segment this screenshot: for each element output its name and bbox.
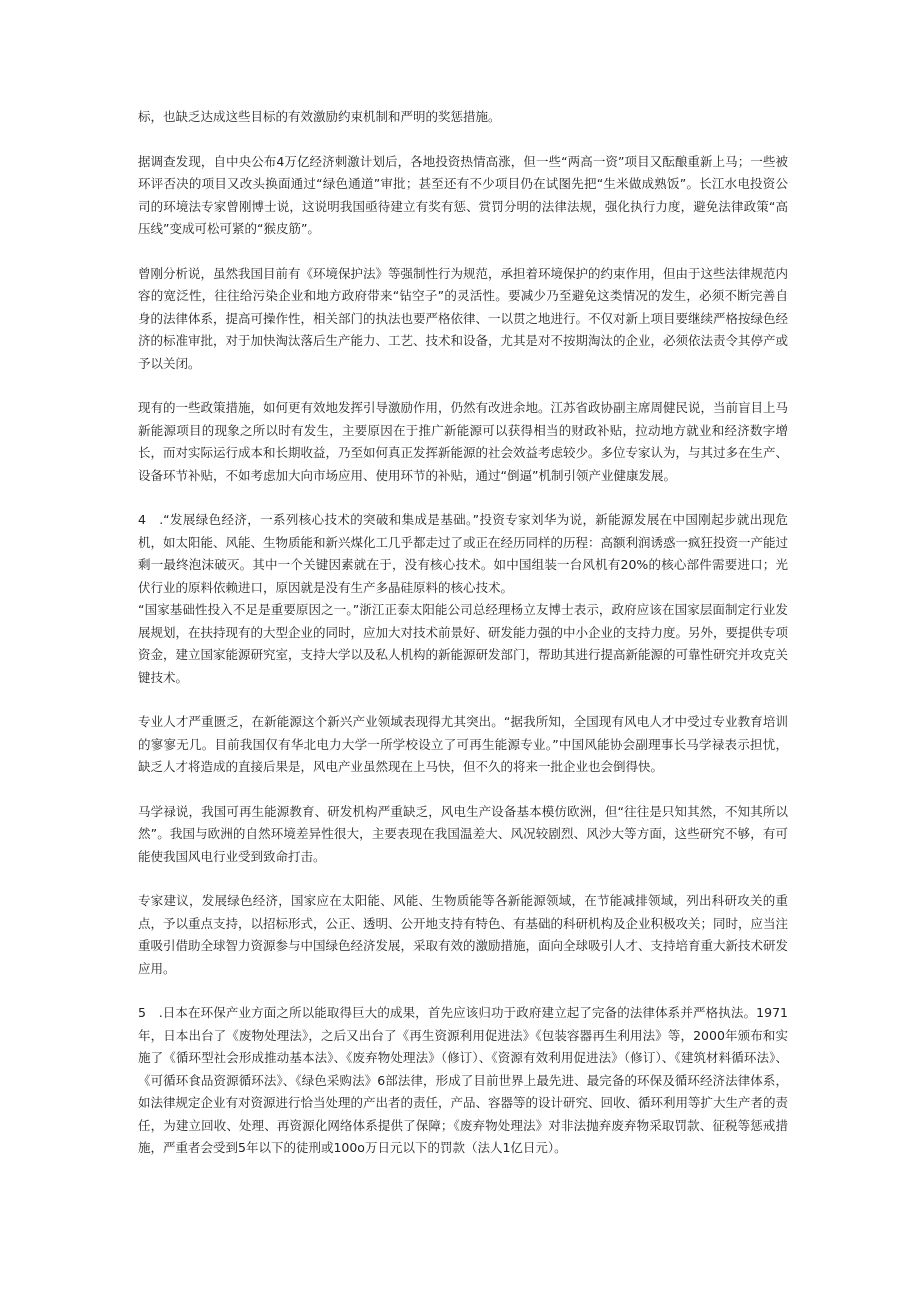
paragraph-japan-laws: 5 .日本在环保产业方面之所以能取得巨大的成果，首先应该归功于政府建立起了完备的法律体系并严格执法。1971年，日本出台了《废物处理法》，之后又出台了《再生资源利用促进法》《包装容器再生利用法》等，2000年颁布和实施了《循环型社会形成推动基本法》、《废弃物处理法》（修订）、《资源有效利用促进法》（修订）、《建筑材料循环法》、《可循环食品资源循环法》、《绿色采购法》6部法律，形成了目前世界上最先进、最完备的环保及循环经济法律体系，如法律规定企业有对资源进行恰当处理的产出者的责任，产品、容器等的设计研究、回收、循环利用等扩大生产者的责任，为建立回收、处理、再资源化网络体系提供了保障；《废弃物处理法》对非法抛弃废弃物采取罚款、征税等惩戒措施，严重者会受到5年以下的徒刑或100o万日元以下的罚款（法人1亿日元）。 xyxy=(138,1005,789,1155)
paragraph-talent-shortage: 专业人才严重匮乏，在新能源这个新兴产业领域表现得尤其突出。“据我所知，全国现有风电人才中受过专业教育培训的寥寥无几。目前我国仅有华北电力大学一所学校设立了可再生能源专业。”中国风能协会副理事长马学禄表示担忧，缺乏人才将造成的直接后果是，风电产业虽然现在上马快，但不久的将来一批企业也会倒得快。 xyxy=(138,714,788,774)
paragraph-core-technology: 4 .“发展绿色经济，一系列核心技术的突破和集成是基础。”投资专家刘华为说，新能源发展在中国刚起步就出现危机，如太阳能、风能、生物质能和新兴煤化工几乎都走过了或正在经历同样的历程：高额利润诱惑一疯狂投资一产能过剩一最终泡沫破灭。其中一个关键因素就在于，没有核心技术。如中国组装一台风机有20%的核心部件需要进口；光伏行业的原料依赖进口，原因就是没有生产多晶硅原料的核心技术。 xyxy=(138,512,789,595)
paragraph-research-gap: 马学禄说，我国可再生能源教育、研发机构严重缺乏，风电生产设备基本模仿欧洲，但“往往是只知其然，不知其所以然”。我国与欧洲的自然环境差异性很大，主要表现在我国温差大、风况较剧烈、风沙大等方面，这些研究不够，有可能使我国风电行业受到致命打击。 xyxy=(138,803,788,864)
paragraph-national-investment: “国家基础性投入不足是重要原因之一。”浙江正泰太阳能公司总经理杨立友博士表示，政府应该在国家层面制定行业发展规划，在扶持现有的大型企业的同时，应加大对技术前景好、研发能力强的中小企业的支持力度。另外，要提供专项资金，建立国家能源研究室，支持大学以及私人机构的新能源研发部门，帮助其进行提高新能源的可靠性研究并攻克关键技术。 xyxy=(138,602,789,685)
paragraph-policy-measures: 现有的一些政策措施，如何更有效地发挥引导激励作用，仍然有改进余地。江苏省政协副主席周健民说，当前盲目上马新能源项目的现象之所以时有发生，主要原因在于推广新能源可以获得相当的财政补贴，拉动地方就业和经济数字增长，而对实际运行成本和长期收益，乃至如何真正发挥新能源的社会效益考虑较少。多位专家认为，与其过多在生产、设备环节补贴，不如考虑加大向市场应用、使用环节的补贴，通过“倒逼”机制引领产业健康发展。 xyxy=(138,400,789,483)
paragraph-legal-analysis: 曾刚分析说，虽然我国目前有《环境保护法》等强制性行为规范，承担着环境保护的约束作用，但由于这些法律规范内容的宽泛性，往往给污染企业和地方政府带来“钻空子”的灵活性。要减少乃至避免这类情况的发生，必须不断完善自身的法律体系，提高可操作性，相关部门的执法也要严格依律、一以贯之地进行。不仅对新上项目要继续严格按绿色经济的标准审批，对于加快淘汰落后生产能力、工艺、技术和设备，尤其是对不按期淘汰的企业，必须依法责令其停产或予以关闭。 xyxy=(138,265,789,371)
paragraph-expert-advice: 专家建议，发展绿色经济，国家应在太阳能、风能、生物质能等各新能源领域，在节能减排领域，列出科研攻关的重点，予以重点支持，以招标形式，公正、透明、公开地支持有特色、有基础的科研机构及企业积极攻关；同时，应当注重吸引借助全球智力资源参与中国绿色经济发展，采取有效的激励措施，面向全球吸引人才、支持培育重大新技术研发应用。 xyxy=(138,893,789,976)
document-body xyxy=(138,106,788,1182)
paragraph-continuation: 标，也缺乏达成这些目标的有效激励约束机制和严明的奖惩措施。 xyxy=(138,109,501,124)
paragraph-investment-survey: 据调查发现，自中央公布4万亿经济刺激计划后，各地投资热情高涨，但一些“两高一资”项目又酝酿重新上马；一些被环评否决的项目又改头换面通过“绿色通道”审批；甚至还有不少项目仍在试图先把“生米做成熟饭”。长江水电投资公司的环境法专家曾刚博士说，这说明我国亟待建立有奖有惩、赏罚分明的法律法规，强化执行力度，避免法律政策“高压线”变成可松可紧的“猴皮筋”。 xyxy=(138,153,788,236)
